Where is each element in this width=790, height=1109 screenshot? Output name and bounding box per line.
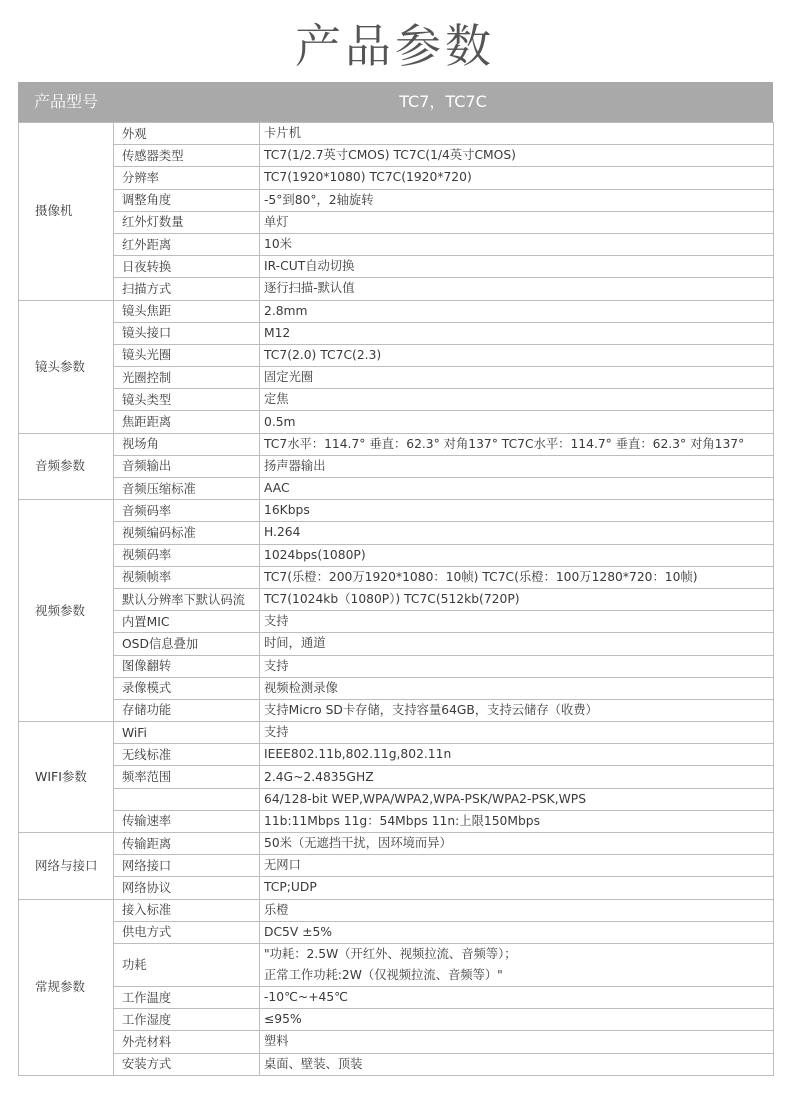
- spec-row: [19, 633, 774, 655]
- spec-value: [260, 367, 774, 389]
- spec-value-line: 11b:11Mbps 11g：54Mbps 11n:上限150Mbps: [264, 813, 540, 828]
- spec-value-line: 单灯: [264, 214, 289, 229]
- spec-value-line: IR-CUT自动切换: [264, 259, 355, 274]
- spec-value-line: 0.5m: [264, 414, 296, 429]
- spec-name: 分辨率: [114, 167, 260, 189]
- spec-row: [19, 455, 774, 477]
- spec-row: [19, 611, 774, 633]
- spec-value-line: TC7(1024kb（1080P）) TC7C(512kb(720P): [264, 592, 520, 607]
- spec-value: [260, 943, 774, 986]
- spec-value: [260, 300, 774, 322]
- spec-name: 内置MIC: [114, 611, 260, 633]
- spec-name: 焦距距离: [114, 411, 260, 433]
- spec-group-label: 摄像机: [19, 123, 114, 301]
- spec-name: 网络接口: [114, 855, 260, 877]
- spec-row: [19, 921, 774, 943]
- spec-value-line: TC7(2.0) TC7C(2.3): [264, 347, 382, 362]
- spec-value: [260, 722, 774, 744]
- spec-value-line: 无网口: [264, 858, 301, 873]
- spec-name: 视频码率: [114, 544, 260, 566]
- spec-value: [260, 278, 774, 300]
- spec-value-line: 逐行扫描-默认值: [264, 281, 355, 296]
- spec-row: [19, 389, 774, 411]
- spec-value: [260, 233, 774, 255]
- spec-value: [260, 744, 774, 766]
- spec-value-line: 固定光圈: [264, 370, 314, 385]
- spec-value: [260, 810, 774, 832]
- spec-group-label: 音频参数: [19, 433, 114, 500]
- spec-row: [19, 189, 774, 211]
- spec-name: 音频输出: [114, 455, 260, 477]
- spec-value-line: 支持: [264, 725, 289, 740]
- spec-name: 工作湿度: [114, 1009, 260, 1031]
- spec-value: [260, 211, 774, 233]
- spec-row: [19, 566, 774, 588]
- spec-name: 音频码率: [114, 500, 260, 522]
- spec-value: [260, 566, 774, 588]
- spec-value: [260, 1031, 774, 1053]
- spec-row: [19, 588, 774, 610]
- spec-value-line: 2.8mm: [264, 303, 308, 318]
- spec-name: [114, 788, 260, 810]
- spec-row: [19, 744, 774, 766]
- spec-row: [19, 943, 774, 986]
- spec-value-line: AAC: [264, 481, 290, 496]
- spec-value: [260, 411, 774, 433]
- spec-value-line: 64/128-bit WEP,WPA/WPA2,WPA-PSK/WPA2-PSK,WPS: [264, 791, 587, 806]
- spec-table: [18, 122, 774, 1076]
- spec-value-line: TC7水平：114.7° 垂直：62.3° 对角137° TC7C水平：114.7° 垂直：62.3° 对角137°: [264, 436, 745, 451]
- spec-name: 视频编码标准: [114, 522, 260, 544]
- spec-row: [19, 411, 774, 433]
- spec-row: [19, 855, 774, 877]
- spec-value-line: 定焦: [264, 392, 289, 407]
- spec-name: 外壳材料: [114, 1031, 260, 1053]
- spec-row: [19, 256, 774, 278]
- spec-group-label: 网络与接口: [19, 833, 114, 900]
- spec-value: [260, 344, 774, 366]
- spec-value: [260, 544, 774, 566]
- spec-value: [260, 322, 774, 344]
- spec-value-line: 桌面、壁装、顶装: [264, 1056, 363, 1071]
- spec-row: [19, 433, 774, 455]
- spec-value-line: IEEE802.11b,802.11g,802.11n: [264, 747, 452, 762]
- page-title: 产品参数: [295, 19, 495, 73]
- spec-value: [260, 1053, 774, 1075]
- spec-value-line: 塑料: [264, 1034, 289, 1049]
- spec-name: 视场角: [114, 433, 260, 455]
- spec-name: 传感器类型: [114, 145, 260, 167]
- spec-value: [260, 167, 774, 189]
- spec-name: 频率范围: [114, 766, 260, 788]
- spec-value: [260, 633, 774, 655]
- spec-value: [260, 500, 774, 522]
- spec-name: 传输速率: [114, 810, 260, 832]
- model-label: 产品型号: [34, 92, 99, 111]
- spec-value-line: M12: [264, 325, 291, 340]
- spec-name: 镜头焦距: [114, 300, 260, 322]
- spec-value-line: 正常工作功耗:2W（仅视频拉流、音频等）": [264, 967, 503, 982]
- spec-value-line: 2.4G~2.4835GHZ: [264, 769, 374, 784]
- spec-row: [19, 211, 774, 233]
- spec-name: 光圈控制: [114, 367, 260, 389]
- spec-name: 图像翻转: [114, 655, 260, 677]
- spec-name: 红外距离: [114, 233, 260, 255]
- spec-name: 存储功能: [114, 699, 260, 721]
- spec-value-line: 扬声器输出: [264, 458, 326, 473]
- spec-name: 网络协议: [114, 877, 260, 899]
- spec-name: 默认分辨率下默认码流: [114, 588, 260, 610]
- spec-row: [19, 655, 774, 677]
- spec-row: [19, 478, 774, 500]
- spec-row: [19, 322, 774, 344]
- spec-name: 视频帧率: [114, 566, 260, 588]
- spec-value: [260, 1009, 774, 1031]
- spec-group-label: 常规参数: [19, 899, 114, 1075]
- spec-value-line: 视频检测录像: [264, 680, 338, 695]
- spec-row: [19, 833, 774, 855]
- spec-group-label: 镜头参数: [19, 300, 114, 433]
- spec-value: [260, 877, 774, 899]
- spec-row: [19, 722, 774, 744]
- spec-value-line: 16Kbps: [264, 503, 310, 518]
- spec-value-line: 支持: [264, 614, 289, 629]
- spec-row: [19, 300, 774, 322]
- spec-name: 供电方式: [114, 921, 260, 943]
- spec-name: 录像模式: [114, 677, 260, 699]
- spec-value: [260, 522, 774, 544]
- spec-value-line: 卡片机: [264, 126, 301, 141]
- spec-row: [19, 167, 774, 189]
- spec-value: [260, 389, 774, 411]
- spec-name: 接入标准: [114, 899, 260, 921]
- spec-value-line: "功耗：2.5W（开红外、视频拉流、音频等）；: [264, 946, 517, 961]
- spec-row: [19, 1031, 774, 1053]
- spec-value: [260, 588, 774, 610]
- spec-value-line: 乐橙: [264, 902, 289, 917]
- spec-value: [260, 611, 774, 633]
- spec-value-line: 1024bps(1080P): [264, 547, 366, 562]
- spec-value: [260, 788, 774, 810]
- spec-row: [19, 278, 774, 300]
- spec-name: 镜头接口: [114, 322, 260, 344]
- spec-row: [19, 1053, 774, 1075]
- spec-name: 外观: [114, 123, 260, 145]
- spec-row: [19, 810, 774, 832]
- spec-name: 扫描方式: [114, 278, 260, 300]
- spec-row: [19, 544, 774, 566]
- spec-name: 工作温度: [114, 986, 260, 1008]
- spec-row: [19, 677, 774, 699]
- spec-value: [260, 145, 774, 167]
- spec-value-line: H.264: [264, 525, 301, 540]
- spec-value-line: TCP;UDP: [264, 880, 317, 895]
- spec-row: [19, 877, 774, 899]
- spec-value: [260, 986, 774, 1008]
- spec-value-line: TC7(1920*1080) TC7C(1920*720): [264, 170, 472, 185]
- spec-value-line: TC7(乐橙：200万1920*1080：10帧) TC7C(乐橙：100万1280*720：10帧): [264, 569, 698, 584]
- spec-row: [19, 500, 774, 522]
- spec-name: 日夜转换: [114, 256, 260, 278]
- spec-name: 镜头类型: [114, 389, 260, 411]
- spec-row: [19, 522, 774, 544]
- spec-value: [260, 921, 774, 943]
- spec-row: [19, 788, 774, 810]
- spec-row: [19, 699, 774, 721]
- spec-row: [19, 233, 774, 255]
- spec-group-label: 视频参数: [19, 500, 114, 722]
- spec-value: [260, 478, 774, 500]
- spec-name: 调整角度: [114, 189, 260, 211]
- spec-value: [260, 433, 774, 455]
- spec-value: [260, 833, 774, 855]
- spec-name: WiFi: [114, 722, 260, 744]
- spec-value-line: DC5V ±5%: [264, 924, 333, 939]
- spec-value-line: 支持: [264, 658, 289, 673]
- spec-row: [19, 367, 774, 389]
- spec-value-line: ≤95%: [264, 1012, 302, 1027]
- spec-value: [260, 699, 774, 721]
- spec-value-line: -5°到80°，2轴旋转: [264, 192, 374, 207]
- spec-value-line: 50米（无遮挡干扰，因环境而异）: [264, 836, 452, 851]
- spec-value: [260, 256, 774, 278]
- spec-value-line: TC7(1/2.7英寸CMOS) TC7C(1/4英寸CMOS): [264, 148, 516, 163]
- model-header: [18, 82, 773, 122]
- spec-value: [260, 189, 774, 211]
- spec-value-line: -10℃~+45℃: [264, 990, 348, 1005]
- spec-value: [260, 766, 774, 788]
- spec-name: 镜头光圈: [114, 344, 260, 366]
- spec-name: 红外灯数量: [114, 211, 260, 233]
- spec-row: [19, 1009, 774, 1031]
- spec-value-line: 支持Micro SD卡存储，支持容量64GB，支持云储存（收费）: [264, 702, 598, 717]
- spec-value: [260, 677, 774, 699]
- spec-name: 安装方式: [114, 1053, 260, 1075]
- spec-row: [19, 899, 774, 921]
- spec-value: [260, 899, 774, 921]
- spec-name: 功耗: [114, 943, 260, 986]
- spec-value-line: 时间，通道: [264, 636, 326, 651]
- spec-row: [19, 344, 774, 366]
- spec-name: 音频压缩标准: [114, 478, 260, 500]
- spec-value-line: 10米: [264, 237, 292, 252]
- spec-row: [19, 123, 774, 145]
- spec-row: [19, 766, 774, 788]
- spec-value: [260, 855, 774, 877]
- spec-value: [260, 655, 774, 677]
- spec-name: 传输距离: [114, 833, 260, 855]
- spec-row: [19, 986, 774, 1008]
- spec-value: [260, 455, 774, 477]
- model-value: TC7，TC7C: [399, 92, 487, 111]
- spec-name: 无线标准: [114, 744, 260, 766]
- spec-value: [260, 123, 774, 145]
- spec-group-label: WIFI参数: [19, 722, 114, 833]
- spec-name: OSD信息叠加: [114, 633, 260, 655]
- spec-row: [19, 145, 774, 167]
